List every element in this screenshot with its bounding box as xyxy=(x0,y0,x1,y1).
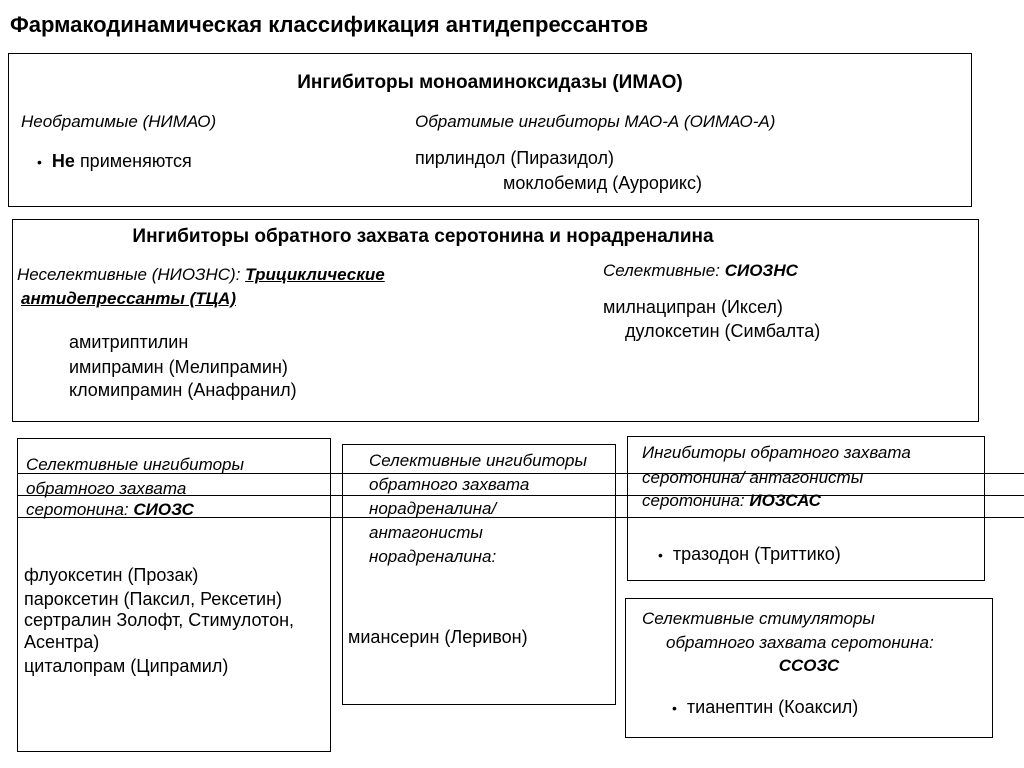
sari-label-3-bold: ИОЗСАС xyxy=(749,491,821,510)
imao-box xyxy=(8,53,972,207)
sari-box xyxy=(627,436,985,581)
reuptake-header: Ингибиторы обратного захвата серотонина и норадреналина xyxy=(132,226,714,247)
horizontal-line-3 xyxy=(17,517,1024,518)
nari-item: миансерин (Леривон) xyxy=(348,627,528,647)
selective-label xyxy=(603,261,798,281)
imao-reversible-item-2: моклобемид (Аурорикс) xyxy=(503,173,702,193)
bullet-icon: • xyxy=(672,700,677,716)
ssri-item-2: пароксетин (Паксил, Рексетин) xyxy=(24,589,283,609)
ssri-item-1: флуоксетин (Прозак) xyxy=(24,565,199,585)
nari-label-2: обратного захвата xyxy=(369,475,530,494)
ssri-label-3-text: серотонина: xyxy=(26,500,134,519)
reuptake-box xyxy=(12,219,979,422)
nari-label-5: норадреналина: xyxy=(369,547,497,566)
ssri-box xyxy=(17,438,331,752)
sari-label-3-text: серотонина: xyxy=(642,491,750,510)
imao-irreversible-label: Необратимые (НИМАО) xyxy=(21,112,217,131)
nari-label-1: Селективные ингибиторы xyxy=(369,451,588,470)
nonselective-label-text: Неселективные (НИОЗНС): xyxy=(17,265,246,284)
ssri-item-3: сертралин Золофт, Стимулотон, xyxy=(24,610,295,630)
tca-item-1: амитриптилин xyxy=(69,332,189,352)
imao-irreversible-item xyxy=(37,151,192,172)
nonselective-label xyxy=(17,265,385,285)
tca-item-2: имипрамин (Мелипрамин) xyxy=(69,357,288,377)
ssri-item-5: циталопрам (Ципрамил) xyxy=(24,656,229,676)
imao-irreversible-item-rest: применяются xyxy=(74,151,192,171)
tca-line-2: антидепрессанты (ТЦА) xyxy=(21,289,236,308)
selective-label-text: Селективные: xyxy=(603,261,725,280)
tca-line-1: Трициклические xyxy=(245,265,385,284)
sari-label-2: серотонина/ антагонисты xyxy=(642,468,864,487)
bullet-icon: • xyxy=(658,547,663,563)
imao-reversible-item-1: пирлиндол (Пиразидол) xyxy=(415,148,615,168)
nari-label-3: норадреналина/ xyxy=(369,499,497,518)
sari-item xyxy=(658,544,841,565)
ssre-label-2: обратного захвата серотонина: xyxy=(666,633,934,652)
snri-item-2: дулоксетин (Симбалта) xyxy=(625,321,821,341)
imao-irreversible-item-bold: Не xyxy=(51,151,75,171)
ssre-label-1: Селективные стимуляторы xyxy=(642,609,875,628)
ssri-label-3-bold: СИОЗС xyxy=(133,500,194,519)
imao-reversible-label: Обратимые ингибиторы МАО-А (ОИМАО-А) xyxy=(415,112,776,131)
imao-header: Ингибиторы моноаминоксидазы (ИМАО) xyxy=(297,72,683,93)
page-title: Фармакодинамическая классификация антидепрессантов xyxy=(10,12,649,37)
tca-item-3: кломипрамин (Анафранил) xyxy=(69,380,297,400)
sari-label-1: Ингибиторы обратного захвата xyxy=(642,443,911,462)
ssre-label-3: ССОЗС xyxy=(778,656,840,675)
horizontal-line-1 xyxy=(17,473,1024,474)
ssri-item-4: Асентра) xyxy=(24,632,100,652)
ssre-item xyxy=(672,697,858,718)
sari-label-3 xyxy=(642,491,821,511)
horizontal-line-2 xyxy=(17,495,1024,496)
snri-item-1: милнаципран (Иксел) xyxy=(603,297,783,317)
ssri-label-1: Селективные ингибиторы xyxy=(26,455,245,474)
nari-box xyxy=(342,444,616,705)
ssri-label-2: обратного захвата xyxy=(26,479,187,498)
sari-item-text: тразодон (Триттико) xyxy=(672,544,841,564)
nari-label-4: антагонисты xyxy=(369,523,483,542)
ssre-box xyxy=(625,598,993,738)
ssre-item-text: тианептин (Коаксил) xyxy=(686,697,859,717)
selective-label-bold: СИОЗНС xyxy=(724,261,798,280)
bullet-icon: • xyxy=(37,154,42,170)
